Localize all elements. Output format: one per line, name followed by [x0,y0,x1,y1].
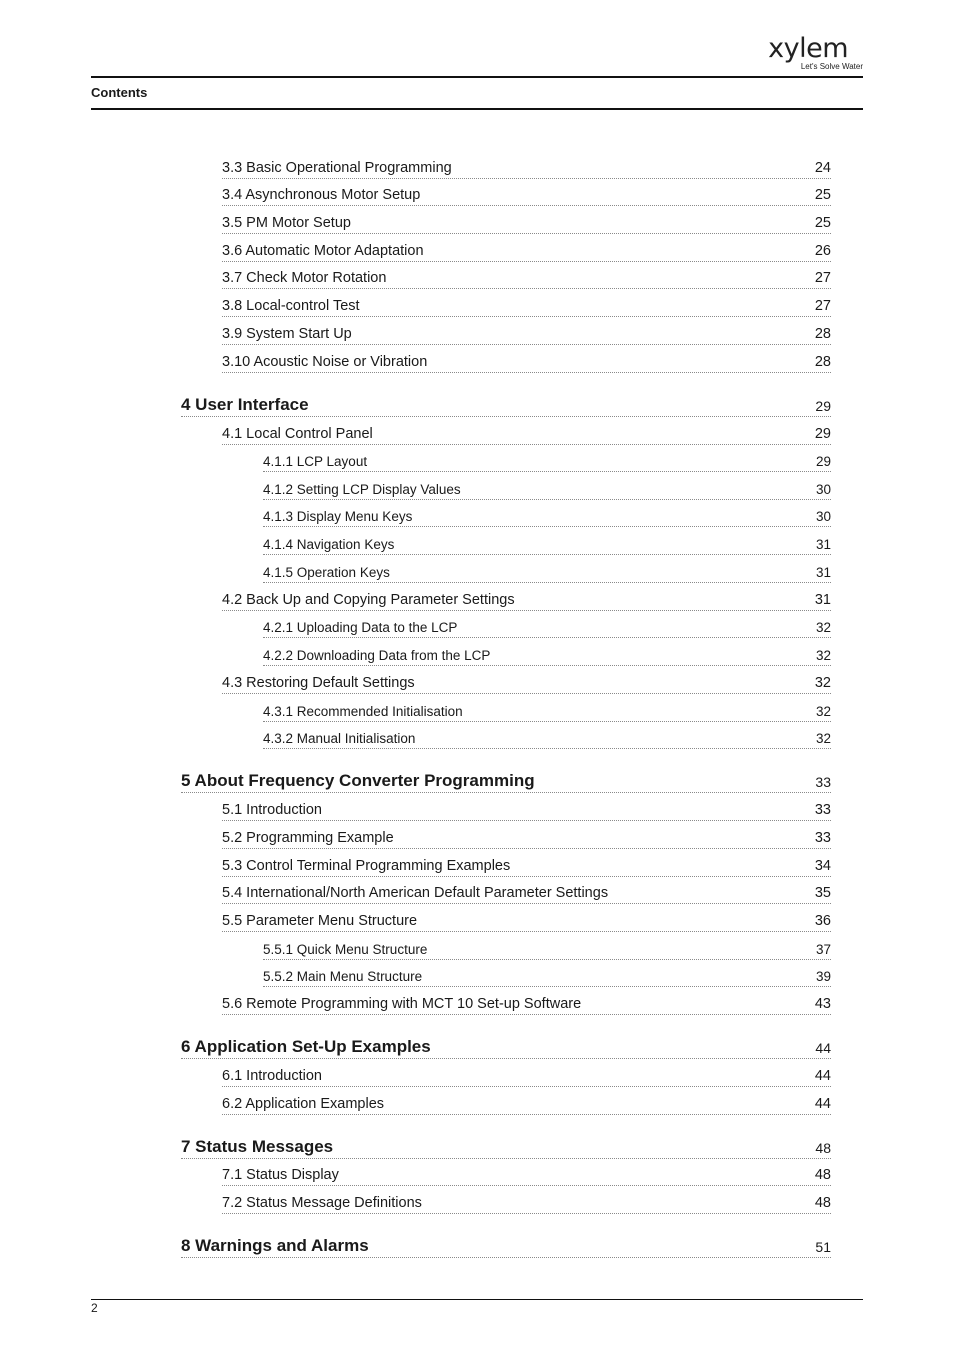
toc-entry-title: 4.2.1 Uploading Data to the LCP [263,620,458,635]
toc-section-entry[interactable] [222,297,831,317]
toc-entry-page: 34 [814,858,831,874]
toc-entry-title: 5.2 Programming Example [222,830,394,846]
toc-chapter-entry[interactable] [181,1236,831,1258]
toc-entry-page: 26 [814,243,831,259]
toc-entry-page: 48 [814,1167,831,1183]
toc-subsection-entry[interactable] [263,730,831,749]
toc-entry-title: 4.2 Back Up and Copying Parameter Settings [222,592,515,608]
toc-entry-page: 29 [814,426,831,442]
toc-entry-title: 3.9 System Start Up [222,326,352,342]
toc-entry-page: 31 [815,537,831,552]
toc-section-entry[interactable] [222,829,831,849]
toc-entry-page: 29 [815,398,831,414]
toc-section-entry[interactable] [222,214,831,234]
toc-entry-title: 4.1 Local Control Panel [222,426,373,442]
toc-chapter-entry[interactable] [181,771,831,793]
toc-subsection-entry[interactable] [263,536,831,555]
toc-entry-page: 28 [814,326,831,342]
toc-section-entry[interactable] [222,1095,831,1115]
toc-section-entry[interactable] [222,1067,831,1087]
toc-entry-title: 3.3 Basic Operational Programming [222,160,452,176]
toc-entry-title: 5.5.2 Main Menu Structure [263,969,423,984]
toc-entry-page: 32 [814,675,831,691]
toc-entry-page: 24 [814,160,831,176]
brand-tagline: Let's Solve Water [800,62,863,71]
toc-subsection-entry[interactable] [263,703,831,722]
toc-section-entry[interactable] [222,801,831,821]
toc-chapter-entry[interactable] [181,1037,831,1059]
toc-entry-page: 32 [815,648,831,663]
toc-entry-page: 36 [814,913,831,929]
toc-entry-page: 25 [814,187,831,203]
toc-section-entry[interactable] [222,995,831,1015]
toc-entry-page: 51 [815,1239,831,1255]
toc-section-entry[interactable] [222,1194,831,1214]
toc-entry-page: 29 [815,454,831,469]
toc-entry-title: 3.5 PM Motor Setup [222,215,351,231]
toc-subsection-entry[interactable] [263,453,831,472]
toc-entry-page: 35 [814,885,831,901]
toc-entry-title: 6.2 Application Examples [222,1096,385,1112]
toc-section-entry[interactable] [222,912,831,932]
toc-entry-title: 5 About Frequency Converter Programming [181,771,535,790]
toc-section-entry[interactable] [222,269,831,289]
toc-entry-page: 44 [814,1068,831,1084]
toc-entry-title: 5.6 Remote Programming with MCT 10 Set-up Software [222,996,582,1012]
toc-chapter-entry[interactable] [181,395,831,417]
toc-entry-title: 4.3 Restoring Default Settings [222,675,415,691]
toc-entry-title: 7.2 Status Message Definitions [222,1195,422,1211]
toc-entry-title: 4 User Interface [181,395,309,414]
footer-rule [91,1299,863,1300]
toc-entry-page: 32 [815,620,831,635]
toc-entry-title: 4.2.2 Downloading Data from the LCP [263,648,491,663]
toc-subsection-entry[interactable] [263,481,831,500]
toc-entry-title: 5.4 International/North American Default Parameter Settings [222,885,609,901]
toc-entry-page: 30 [815,482,831,497]
toc-entry-title: 7.1 Status Display [222,1167,339,1183]
toc-entry-page: 30 [815,509,831,524]
toc-entry-page: 33 [814,830,831,846]
toc-section-entry[interactable] [222,884,831,904]
toc-entry-title: 4.1.4 Navigation Keys [263,537,395,552]
toc-entry-page: 27 [814,270,831,286]
toc-entry-page: 32 [815,704,831,719]
toc-entry-page: 48 [814,1195,831,1211]
toc-subsection-entry[interactable] [263,647,831,666]
toc-entry-title: 5.3 Control Terminal Programming Examples [222,858,511,874]
toc-entry-title: 4.1.5 Operation Keys [263,565,390,580]
toc-entry-title: 4.3.2 Manual Initialisation [263,731,416,746]
toc-section-entry[interactable] [222,325,831,345]
toc-section-entry[interactable] [222,591,831,611]
toc-entry-title: 3.7 Check Motor Rotation [222,270,387,286]
toc-subsection-entry[interactable] [263,508,831,527]
toc-entry-page: 31 [814,592,831,608]
toc-entry-title: 4.1.3 Display Menu Keys [263,509,413,524]
toc-section-entry[interactable] [222,186,831,206]
toc-entry-title: 5.5 Parameter Menu Structure [222,913,418,929]
toc-chapter-entry[interactable] [181,1137,831,1159]
toc-entry-page: 32 [815,731,831,746]
toc-section-entry[interactable] [222,1166,831,1186]
toc-section-entry[interactable] [222,159,831,179]
toc-subsection-entry[interactable] [263,564,831,583]
toc-entry-title: 7 Status Messages [181,1137,334,1156]
toc-entry-page: 31 [815,565,831,580]
toc-section-entry[interactable] [222,425,831,445]
toc-section-entry[interactable] [222,857,831,877]
toc-entry-title: 4.1.1 LCP Layout [263,454,368,469]
toc-entry-title: 6.1 Introduction [222,1068,322,1084]
toc-entry-page: 27 [814,298,831,314]
toc-entry-page: 37 [815,942,831,957]
toc-entry-page: 44 [814,1096,831,1112]
toc-entry-title: 3.6 Automatic Motor Adaptation [222,243,424,259]
page-number: 2 [91,1301,98,1315]
toc-entry-title: 8 Warnings and Alarms [181,1236,369,1255]
toc-entry-title: 4.3.1 Recommended Initialisation [263,704,463,719]
toc-entry-title: 3.8 Local-control Test [222,298,360,314]
toc-entry-page: 43 [814,996,831,1012]
toc-entry-title: 5.1 Introduction [222,802,322,818]
toc-entry-page: 33 [815,774,831,790]
section-title: Contents [91,85,148,100]
toc-entry-title: 3.4 Asynchronous Motor Setup [222,187,421,203]
toc-entry-page: 33 [814,802,831,818]
toc-entry-page: 39 [815,969,831,984]
toc-section-entry[interactable] [222,674,831,694]
toc-entry-page: 28 [814,354,831,370]
toc-section-entry[interactable] [222,242,831,262]
toc-entry-page: 25 [814,215,831,231]
toc-entry-page: 48 [815,1140,831,1156]
toc-entry-title: 3.10 Acoustic Noise or Vibration [222,354,428,370]
toc-subsection-entry[interactable] [263,619,831,638]
brand-name: xylem [768,33,848,64]
toc-entry-title: 6 Application Set-Up Examples [181,1037,431,1056]
toc-entry-title: 5.5.1 Quick Menu Structure [263,942,428,957]
toc-entry-title: 4.1.2 Setting LCP Display Values [263,482,461,497]
toc-subsection-entry[interactable] [263,968,831,987]
toc-subsection-entry[interactable] [263,941,831,960]
toc-section-entry[interactable] [222,353,831,373]
toc-entry-page: 44 [815,1040,831,1056]
